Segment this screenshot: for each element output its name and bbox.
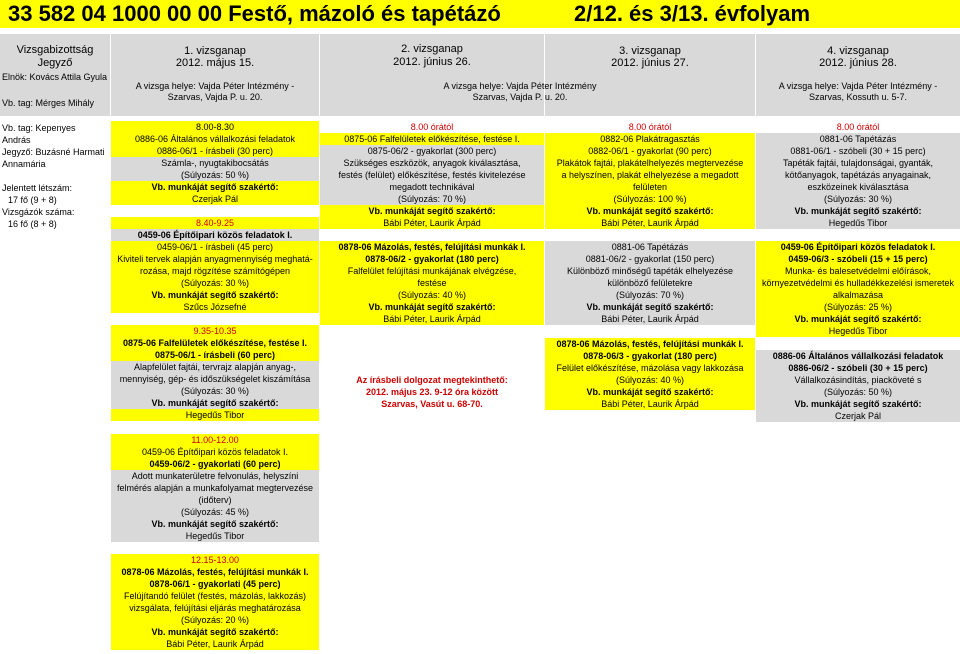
expert-label: Vb. munkáját segítő szakértő: [545, 301, 755, 313]
time-slot: 12.15-13.00 [111, 554, 319, 566]
exam-topic-cont: rozása, majd rögzítése számítógépen [111, 265, 319, 277]
exam-part: 0886-06/1 - írásbeli (30 perc) [111, 145, 319, 157]
expert-label: Vb. munkáját segítő szakértő: [111, 397, 319, 409]
exam-topic-cont: festés (felület) előkészítése, festés kivitelezése [320, 169, 544, 181]
day3-block-2 [545, 241, 755, 325]
time-slot: 8.00 órától [628, 122, 672, 132]
weighting: (Súlyozás: 30 %) [756, 193, 960, 205]
exam-part: 0875-06/1 - írásbeli (60 perc) [111, 349, 319, 361]
day4-date: 2012. június 28. [819, 57, 897, 69]
vizsgazok-label: Vizsgázók száma: [2, 207, 75, 217]
weighting: (Súlyozás: 100 %) [545, 193, 755, 205]
day1-place-2: Szarvas, Vajda P. u. 20. [167, 92, 263, 102]
notary-label: Jegyző [37, 57, 73, 69]
day1-block-4 [111, 434, 319, 542]
exam-topic-cont: kötőanyagok, tapétázás anyagainak, [756, 169, 960, 181]
exam-part: 0881-06/2 - gyakorlat (150 perc) [545, 253, 755, 265]
exam-part: 0459-06/2 - gyakorlati (60 perc) [111, 458, 319, 470]
exam-part: 0459-06/3 - szóbeli (15 + 15 perc) [756, 253, 960, 265]
day4-place-2: Szarvas, Kossuth u. 5-7. [808, 92, 908, 102]
day2-label: 2. vizsganap [401, 43, 463, 55]
weighting: (Súlyozás: 70 %) [545, 289, 755, 301]
day2-date: 2012. június 26. [393, 56, 471, 68]
module-title: 0878-06 Mázolás, festés, felújítási munkák I. [545, 338, 755, 350]
exam-part: 0886-06/2 - szóbeli (30 + 15 perc) [756, 362, 960, 374]
expert-label: Vb. munkáját segítő szakértő: [320, 205, 544, 217]
exam-part: 0875-06/2 - gyakorlat (300 perc) [320, 145, 544, 157]
weighting: (Súlyozás: 40 %) [320, 289, 544, 301]
note-line-3: Szarvas, Vasút u. 68-70. [381, 399, 483, 409]
exam-topic: Tapéták fajtái, tulajdonságai, gyanták, [756, 157, 960, 169]
exam-part: 0878-06/3 - gyakorlat (180 perc) [545, 350, 755, 362]
exam-topic: Vállalkozásindítás, piacköveté s [756, 374, 960, 386]
expert-label: Vb. munkáját segítő szakértő: [545, 205, 755, 217]
vb-tag-1: Vb. tag: Mérges Mihály [2, 98, 95, 108]
module-title: 0881-06 Tapétázás [545, 241, 755, 253]
module-title: 0882-06 Plakátragasztás [545, 133, 755, 145]
exam-topic: Különböző minőségű tapéták elhelyezése [545, 265, 755, 277]
exam-topic-cont: környezetvédelmi és hulladékkezelési ismeretek [756, 277, 960, 289]
expert-name: Bábi Péter, Laurik Árpád [545, 313, 755, 325]
expert-label: Vb. munkáját segítő szakértő: [111, 181, 319, 193]
exam-topic-cont2: megadott technikával [320, 181, 544, 193]
exam-topic: Alapfelület fajtái, tervrajz alapján anyag-, [111, 361, 319, 373]
exam-topic-cont: felmérés alapján a munkafolyamat megtervezése [111, 482, 319, 494]
expert-name: Bábi Péter, Laurik Árpád [320, 313, 544, 325]
day3-date: 2012. június 27. [611, 57, 689, 69]
module-title: 0878-06 Mázolás, festés, felújítási munkák I. [320, 241, 544, 253]
expert-name: Bábi Péter, Laurik Árpád [545, 398, 755, 410]
exam-topic-cont: festése [320, 277, 544, 289]
day1-date: 2012. május 15. [175, 57, 255, 69]
committee-title: Vizsgabizottság [16, 44, 94, 56]
vizsgazok-value: 16 fő (8 + 8) [8, 219, 57, 229]
expert-label: Vb. munkáját segítő szakértő: [320, 301, 544, 313]
day1-block-5 [111, 554, 319, 650]
title-bar [0, 0, 960, 28]
exam-topic: Szükséges eszközök, anyagok kiválasztása, [320, 157, 544, 169]
weighting: (Súlyozás: 50 %) [111, 169, 319, 181]
expert-label: Vb. munkáját segítő szakértő: [111, 518, 319, 530]
day1-block-2 [111, 217, 319, 313]
expert-label: Vb. munkáját segítő szakértő: [756, 398, 960, 410]
module-title: 0881-06 Tapétázás [756, 133, 960, 145]
day4-block-3 [756, 350, 960, 422]
expert-name: Hegedűs Tibor [756, 325, 960, 337]
exam-topic-cont: a helyszínen, plakát elhelyezése a megadott [545, 169, 755, 181]
time-slot: 11.00-12.00 [111, 434, 319, 446]
exam-topic: Felület előkészítése, mázolása vagy lakkozása [545, 362, 755, 374]
module-title: 0459-06 Építőipari közös feladatok I. [756, 241, 960, 253]
day4-block-2 [756, 241, 960, 337]
expert-name: Bábi Péter, Laurik Árpád [320, 217, 544, 229]
expert-name: Hegedűs Tibor [111, 409, 319, 421]
time-slot: 9.35-10.35 [111, 325, 319, 337]
exam-topic: Munka- és balesetvédelmi előírások, [756, 265, 960, 277]
expert-label: Vb. munkáját segítő szakértő: [111, 289, 319, 301]
day4-place-1: A vizsga helye: Vajda Péter Intézmény - [778, 81, 938, 91]
exam-topic-cont: mennyiség, gép- és időszükségelet kiszámítása [111, 373, 319, 385]
expert-label: Vb. munkáját segítő szakértő: [545, 386, 755, 398]
day3-place-2: Szarvas, Vajda P. u. 20. [472, 92, 568, 102]
note-line-1: Az írásbeli dolgozat megtekinthető: [356, 375, 508, 385]
exam-topic: Plakátok fajtái, plakátelhelyezés megtervezése [545, 157, 755, 169]
day2-note [320, 374, 544, 410]
day3-block-3 [545, 338, 755, 410]
expert-label: Vb. munkáját segítő szakértő: [111, 626, 319, 638]
day2-block-1 [320, 121, 544, 229]
title-text: 33 582 04 1000 00 00 Festő, mázoló és tapétázó [8, 1, 501, 26]
exam-part: 0878-06/2 - gyakorlat (180 perc) [320, 253, 544, 265]
day4-label: 4. vizsganap [827, 45, 889, 57]
time-slot: 8.00 órától [836, 122, 880, 132]
exam-part: 0882-06/1 - gyakorlat (90 perc) [545, 145, 755, 157]
module-title: 0875-06 Falfelületek előkészítése, festése I. [111, 337, 319, 349]
module-title: 0875-06 Falfelületek előkészítése, festése I. [320, 133, 544, 145]
expert-name: Bábi Péter, Laurik Árpád [111, 638, 319, 650]
weighting: (Súlyozás: 50 %) [756, 386, 960, 398]
title-grade: 2/12. és 3/13. évfolyam [574, 1, 811, 26]
time-slot: 8.00-8.30 [111, 121, 319, 133]
day1-block-3 [111, 325, 319, 421]
expert-label: Vb. munkáját segítő szakértő: [756, 313, 960, 325]
exam-topic: Falfelület felújítási munkájának elvégzése, [320, 265, 544, 277]
day4-block-1 [756, 121, 960, 229]
chair-name: Elnök: Kovács Attila Gyula [2, 72, 108, 82]
day1-label: 1. vizsganap [184, 45, 246, 57]
weighting: (Súlyozás: 70 %) [320, 193, 544, 205]
module-title: 0459-06 Építőipari közös feladatok I. [111, 229, 319, 241]
expert-name: Hegedűs Tibor [756, 217, 960, 229]
vb-tag-2-cont: András [2, 135, 31, 145]
expert-name: Hegedűs Tibor [111, 530, 319, 542]
day1-block-1 [111, 121, 319, 205]
expert-name: Czerjak Pál [111, 193, 319, 205]
day3-label: 3. vizsganap [619, 45, 681, 57]
day3-place-1: A vizsga helye: Vajda Péter Intézmény [443, 81, 597, 91]
day3-block-1 [545, 121, 755, 229]
exam-topic: Felújítandó felület (festés, mázolás, lakkozás) [111, 590, 319, 602]
jegyzo-label: Jegyző: Buzásné Harmati [2, 147, 105, 157]
module-title: 0886-06 Általános vállalkozási feladatok [756, 350, 960, 362]
time-slot: 8.40-9.25 [111, 217, 319, 229]
jelentett-value: 17 fő (9 + 8) [8, 195, 57, 205]
exam-topic-cont: különböző felületekre [545, 277, 755, 289]
expert-name: Szűcs Józsefné [111, 301, 319, 313]
module-title: 0878-06 Mázolás, festés, felújítási munkák I. [111, 566, 319, 578]
jegyzo-cont: Annamária [2, 159, 46, 169]
module-title: 0886-06 Általános vállalkozási feladatok [111, 133, 319, 145]
module-title: 0459-06 Építőipari közös feladatok I. [111, 446, 319, 458]
exam-part: 0878-06/1 - gyakorlati (45 perc) [111, 578, 319, 590]
exam-part: 0881-06/1 - szóbeli (30 + 15 perc) [756, 145, 960, 157]
weighting: (Súlyozás: 30 %) [111, 385, 319, 397]
exam-topic-cont2: alkalmazása [756, 289, 960, 301]
jelentett-label: Jelentett létszám: [2, 183, 73, 193]
exam-topic-cont: vizsgálata, felújítási eljárás meghatározása [111, 602, 319, 614]
day1-place-1: A vizsga helye: Vajda Péter Intézmény - [135, 81, 295, 91]
weighting: (Súlyozás: 30 %) [111, 277, 319, 289]
vb-tag-2: Vb. tag: Kepenyes [2, 123, 76, 133]
note-line-2: 2012. május 23. 9-12 óra között [365, 387, 499, 397]
weighting: (Súlyozás: 40 %) [545, 374, 755, 386]
exam-topic: Kiviteli tervek alapján anyagmennyiség meghatá- [111, 253, 319, 265]
exam-topic-cont2: (időterv) [111, 494, 319, 506]
exam-topic-cont2: felületen [545, 181, 755, 193]
expert-label: Vb. munkáját segítő szakértő: [756, 205, 960, 217]
expert-name: Czerjak Pál [756, 410, 960, 422]
exam-topic: Adott munkaterületre felvonulás, helyszíni [111, 470, 319, 482]
weighting: (Súlyozás: 25 %) [756, 301, 960, 313]
weighting: (Súlyozás: 45 %) [111, 506, 319, 518]
expert-name: Bábi Péter, Laurik Árpád [545, 217, 755, 229]
exam-part: 0459-06/1 - írásbeli (45 perc) [111, 241, 319, 253]
weighting: (Súlyozás: 20 %) [111, 614, 319, 626]
day2-block-2 [320, 241, 544, 325]
exam-topic: Számla-, nyugtakibocsátás [111, 157, 319, 169]
exam-topic-cont2: eszközeinek kiválasztása [756, 181, 960, 193]
time-slot: 8.00 órától [410, 122, 454, 132]
